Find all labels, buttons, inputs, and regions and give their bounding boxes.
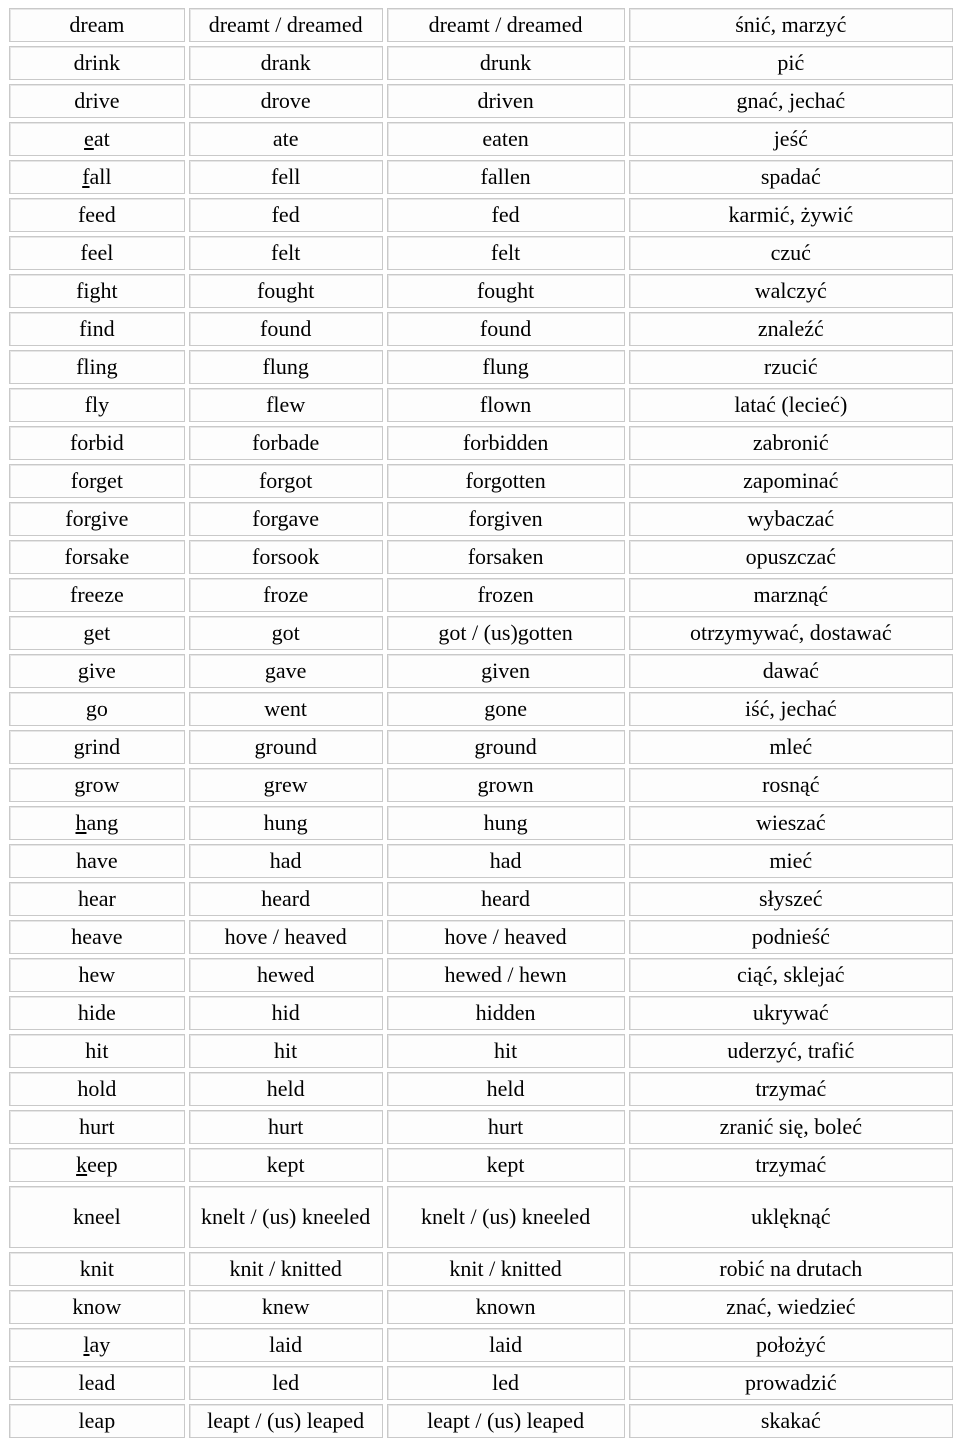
polish-translation-cell: znaleźć [629,312,953,346]
verb-row [9,578,953,612]
polish-translation-cell: marznąć [629,578,953,612]
underlined-letter: g [83,620,95,645]
base-form-cell: fight [9,274,185,308]
polish-translation-cell: spadać [629,160,953,194]
polish-translation-cell: mleć [629,730,953,764]
polish-translation-cell: otrzymywać, dostawać [629,616,953,650]
verb-row [9,84,953,118]
base-form-cell: hurt [9,1110,185,1144]
base-form-cell: feed [9,198,185,232]
base-form-cell: leap [9,1404,185,1438]
past-participle-cell: kept [387,1148,625,1182]
past-participle-cell: ground [387,730,625,764]
verb-row [9,464,953,498]
verb-row [9,236,953,270]
verb-row [9,350,953,384]
verb-row [9,768,953,802]
past-simple-cell: knit / knitted [189,1252,383,1286]
past-participle-cell: hidden [387,996,625,1030]
base-form-cell [9,122,185,156]
past-participle-cell: hewed / hewn [387,958,625,992]
base-form-cell: hit [9,1034,185,1068]
past-participle-cell: forbidden [387,426,625,460]
base-form-cell: freeze [9,578,185,612]
base-form-rest: all [89,164,112,189]
past-participle-cell: eaten [387,122,625,156]
base-form-cell: kneel [9,1186,185,1248]
verb-row [9,1252,953,1286]
past-simple-cell: kept [189,1148,383,1182]
verb-row [9,616,953,650]
base-form-cell: have [9,844,185,878]
past-simple-cell: froze [189,578,383,612]
verb-row [9,160,953,194]
past-simple-cell: got [189,616,383,650]
past-participle-cell: hit [387,1034,625,1068]
past-simple-cell: hewed [189,958,383,992]
verb-row [9,692,953,726]
polish-translation-cell: dawać [629,654,953,688]
polish-translation-cell: śnić, marzyć [629,8,953,42]
base-form-rest: ay [89,1332,111,1357]
verb-row [9,122,953,156]
verb-row [9,274,953,308]
past-simple-cell: fed [189,198,383,232]
verb-row [9,1072,953,1106]
base-form-cell: dream [9,8,185,42]
polish-translation-cell: czuć [629,236,953,270]
past-participle-cell: dreamt / dreamed [387,8,625,42]
verb-row [9,426,953,460]
verb-row [9,8,953,42]
base-form-cell: heave [9,920,185,954]
past-simple-cell: forsook [189,540,383,574]
base-form-cell [9,1148,185,1182]
past-simple-cell: fell [189,160,383,194]
verb-row [9,1404,953,1438]
past-simple-cell: ate [189,122,383,156]
past-simple-cell: fought [189,274,383,308]
past-participle-cell: given [387,654,625,688]
verb-row [9,1186,953,1248]
verb-row [9,502,953,536]
past-participle-cell: forsaken [387,540,625,574]
polish-translation-cell: podnieść [629,920,953,954]
polish-translation-cell: położyć [629,1328,953,1362]
underlined-letter: h [75,810,87,835]
base-form-cell: hew [9,958,185,992]
polish-translation-cell: zranić się, boleć [629,1110,953,1144]
past-participle-cell: known [387,1290,625,1324]
underlined-letter: k [76,1152,88,1177]
past-simple-cell: had [189,844,383,878]
polish-translation-cell: ukrywać [629,996,953,1030]
polish-translation-cell: zapominać [629,464,953,498]
polish-translation-cell: walczyć [629,274,953,308]
base-form-cell: forsake [9,540,185,574]
past-participle-cell: leapt / (us) leaped [387,1404,625,1438]
polish-translation-cell: ciąć, sklejać [629,958,953,992]
base-form-cell: forgive [9,502,185,536]
past-simple-cell: hove / heaved [189,920,383,954]
polish-translation-cell: pić [629,46,953,80]
base-form-cell [9,616,185,650]
polish-translation-cell: rosnąć [629,768,953,802]
base-form-rest: et [94,620,111,645]
base-form-rest: ang [86,810,119,835]
verb-row [9,1328,953,1362]
verb-row [9,46,953,80]
polish-translation-cell: jeść [629,122,953,156]
polish-translation-cell: słyszeć [629,882,953,916]
polish-translation-cell: mieć [629,844,953,878]
past-simple-cell: went [189,692,383,726]
past-participle-cell: gone [387,692,625,726]
past-simple-cell: flung [189,350,383,384]
underlined-letter: l [83,1332,90,1357]
polish-translation-cell: uderzyć, trafić [629,1034,953,1068]
past-participle-cell: felt [387,236,625,270]
past-simple-cell: hit [189,1034,383,1068]
base-form-cell: fling [9,350,185,384]
past-simple-cell: laid [189,1328,383,1362]
base-form-cell [9,806,185,840]
past-simple-cell: hurt [189,1110,383,1144]
past-simple-cell: led [189,1366,383,1400]
base-form-cell: know [9,1290,185,1324]
past-simple-cell: flew [189,388,383,422]
base-form-cell: hide [9,996,185,1030]
past-participle-cell: got / (us)gotten [387,616,625,650]
past-simple-cell: ground [189,730,383,764]
past-simple-cell: dreamt / dreamed [189,8,383,42]
past-participle-cell: frozen [387,578,625,612]
base-form-rest: eep [87,1152,118,1177]
past-participle-cell: driven [387,84,625,118]
past-simple-cell: grew [189,768,383,802]
past-simple-cell: found [189,312,383,346]
base-form-cell: feel [9,236,185,270]
past-participle-cell: grown [387,768,625,802]
polish-translation-cell: wybaczać [629,502,953,536]
past-simple-cell: drove [189,84,383,118]
base-form-cell: drink [9,46,185,80]
base-form-cell: go [9,692,185,726]
polish-translation-cell: prowadzić [629,1366,953,1400]
base-form-cell: find [9,312,185,346]
verb-row [9,198,953,232]
past-simple-cell: forgave [189,502,383,536]
verb-row [9,958,953,992]
past-simple-cell: knelt / (us) kneeled [189,1186,383,1248]
past-participle-cell: fallen [387,160,625,194]
base-form-cell: give [9,654,185,688]
verb-row [9,654,953,688]
polish-translation-cell: zabronić [629,426,953,460]
base-form-cell [9,1328,185,1362]
polish-translation-cell: wieszać [629,806,953,840]
past-participle-cell: hurt [387,1110,625,1144]
past-simple-cell: leapt / (us) leaped [189,1404,383,1438]
verb-row [9,882,953,916]
past-participle-cell: forgotten [387,464,625,498]
verb-row [9,1366,953,1400]
irregular-verbs-table [5,4,957,1442]
past-participle-cell: forgiven [387,502,625,536]
verb-row [9,806,953,840]
verb-row [9,1290,953,1324]
base-form-cell: fly [9,388,185,422]
verb-row [9,1110,953,1144]
past-simple-cell: hung [189,806,383,840]
polish-translation-cell: znać, wiedzieć [629,1290,953,1324]
past-simple-cell: felt [189,236,383,270]
polish-translation-cell: iść, jechać [629,692,953,726]
polish-translation-cell: robić na drutach [629,1252,953,1286]
polish-translation-cell: trzymać [629,1072,953,1106]
base-form-rest: at [93,126,110,151]
base-form-cell: forget [9,464,185,498]
verb-row [9,1034,953,1068]
base-form-cell: lead [9,1366,185,1400]
past-participle-cell: flown [387,388,625,422]
polish-translation-cell: uklęknąć [629,1186,953,1248]
past-participle-cell: hove / heaved [387,920,625,954]
past-participle-cell: laid [387,1328,625,1362]
polish-translation-cell: latać (lecieć) [629,388,953,422]
past-participle-cell: knelt / (us) kneeled [387,1186,625,1248]
verb-row [9,312,953,346]
verb-rows [9,8,953,1438]
past-simple-cell: held [189,1072,383,1106]
past-participle-cell: fed [387,198,625,232]
past-participle-cell: knit / knitted [387,1252,625,1286]
past-participle-cell: heard [387,882,625,916]
verb-row [9,1148,953,1182]
base-form-cell: hold [9,1072,185,1106]
past-participle-cell: hung [387,806,625,840]
verb-row [9,388,953,422]
verb-row [9,996,953,1030]
verb-row [9,540,953,574]
polish-translation-cell: gnać, jechać [629,84,953,118]
past-simple-cell: forbade [189,426,383,460]
past-simple-cell: heard [189,882,383,916]
past-participle-cell: flung [387,350,625,384]
polish-translation-cell: rzucić [629,350,953,384]
base-form-cell: grind [9,730,185,764]
past-simple-cell: hid [189,996,383,1030]
past-participle-cell: led [387,1366,625,1400]
verb-row [9,730,953,764]
polish-translation-cell: opuszczać [629,540,953,574]
past-simple-cell: gave [189,654,383,688]
verb-row [9,844,953,878]
polish-translation-cell: karmić, żywić [629,198,953,232]
past-participle-cell: held [387,1072,625,1106]
base-form-cell: drive [9,84,185,118]
polish-translation-cell: trzymać [629,1148,953,1182]
past-simple-cell: knew [189,1290,383,1324]
past-simple-cell: forgot [189,464,383,498]
past-participle-cell: drunk [387,46,625,80]
underlined-letter: f [82,164,90,189]
base-form-cell [9,160,185,194]
verb-row [9,920,953,954]
base-form-cell: hear [9,882,185,916]
past-participle-cell: found [387,312,625,346]
base-form-cell: grow [9,768,185,802]
past-participle-cell: fought [387,274,625,308]
base-form-cell: knit [9,1252,185,1286]
base-form-cell: forbid [9,426,185,460]
polish-translation-cell: skakać [629,1404,953,1438]
past-participle-cell: had [387,844,625,878]
underlined-letter: e [84,126,94,151]
past-simple-cell: drank [189,46,383,80]
